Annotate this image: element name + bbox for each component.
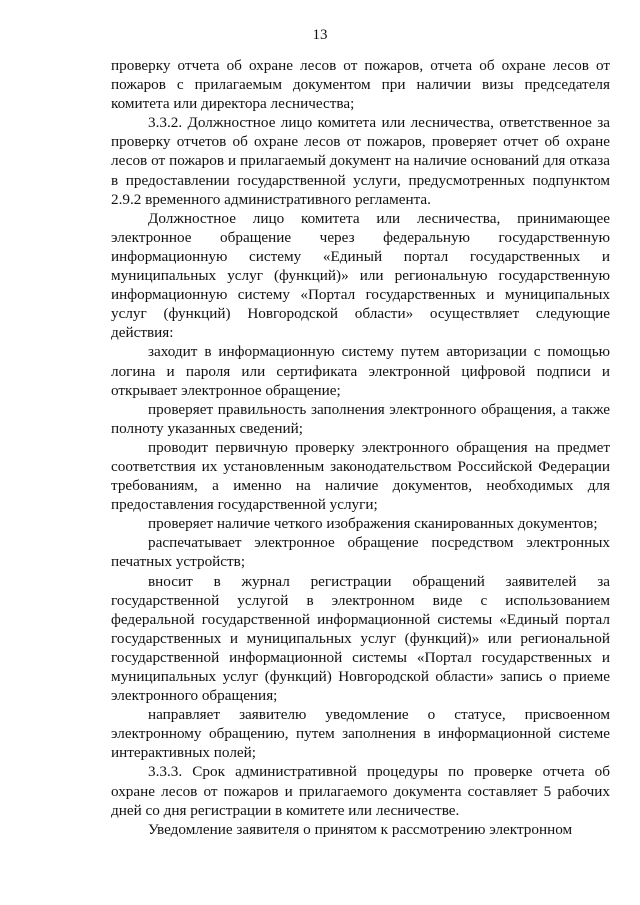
page-number: 13 — [312, 27, 328, 43]
paragraph-electronic-request: Должностное лицо комитета или лесничества, принимающее электронное обращение через федеральную государственную информационную систему «Единый портал государственных и муниципальных услуг (функций)» или региональную государственную информационную систему «Портал государственных и муниципальных услуг (функций) Новгородской области» осуществляет следующие действия: — [111, 209, 610, 342]
paragraph-action-print: распечатывает электронное обращение посредством электронных печатных устройств; — [111, 534, 610, 571]
paragraph-action-check-fill: проверяет правильность заполнения электронного обращения, а также полноту указанных сведений; — [111, 400, 610, 437]
paragraph-action-login: заходит в информационную систему путем авторизации с помощью логина и пароля или сертификата электронной цифровой подписи и открывает электронное обращение; — [111, 343, 610, 399]
paragraph-continuation: проверку отчета об охране лесов от пожаров, отчета об охране лесов от пожаров с прилагаемым документом при наличии визы председателя комитета или директора лесничества; — [111, 57, 610, 113]
paragraph-action-primary-check: проводит первичную проверку электронного обращения на предмет соответствия их установленным законодательством Российской Федерации требованиям, а именно на наличие документов, необходимых для предоставления государственной услуги; — [111, 438, 610, 514]
paragraph-notification: Уведомление заявителя о принятом к рассмотрению электронном — [148, 820, 573, 838]
paragraph-action-notify: направляет заявителю уведомление о статусе, присвоенном электронному обращению, путем заполнения в информационной системе интерактивных полей; — [111, 706, 610, 762]
paragraph-3-3-3: 3.3.3. Срок административной процедуры по проверке отчета об охране лесов от пожаров и прилагаемого документа составляет 5 рабочих дней со дня регистрации в комитете или лесничестве. — [111, 763, 610, 819]
paragraph-3-3-2: 3.3.2. Должностное лицо комитета или лесничества, ответственное за проверку отчетов об охране лесов от пожаров, проверяет отчет об охране лесов от пожаров и прилагаемый документ на наличие оснований для отказа в предоставлении государственной услуги, предусмотренных подпунктом 2.9.2 временного административного регламента. — [111, 114, 610, 208]
paragraph-action-register: вносит в журнал регистрации обращений заявителей за государственной услугой в электронном виде с использованием федеральной государственной информационной системы «Единый портал государственных и муниципальных услуг (функций)» или региональной государственной информационной системы «Портал государственных и муниципальных услуг (функций) Новгородской области» запись о приеме электронного обращения; — [111, 572, 610, 705]
paragraph-action-check-scans: проверяет наличие четкого изображения сканированных документов; — [148, 515, 598, 533]
document-body — [111, 56, 610, 839]
